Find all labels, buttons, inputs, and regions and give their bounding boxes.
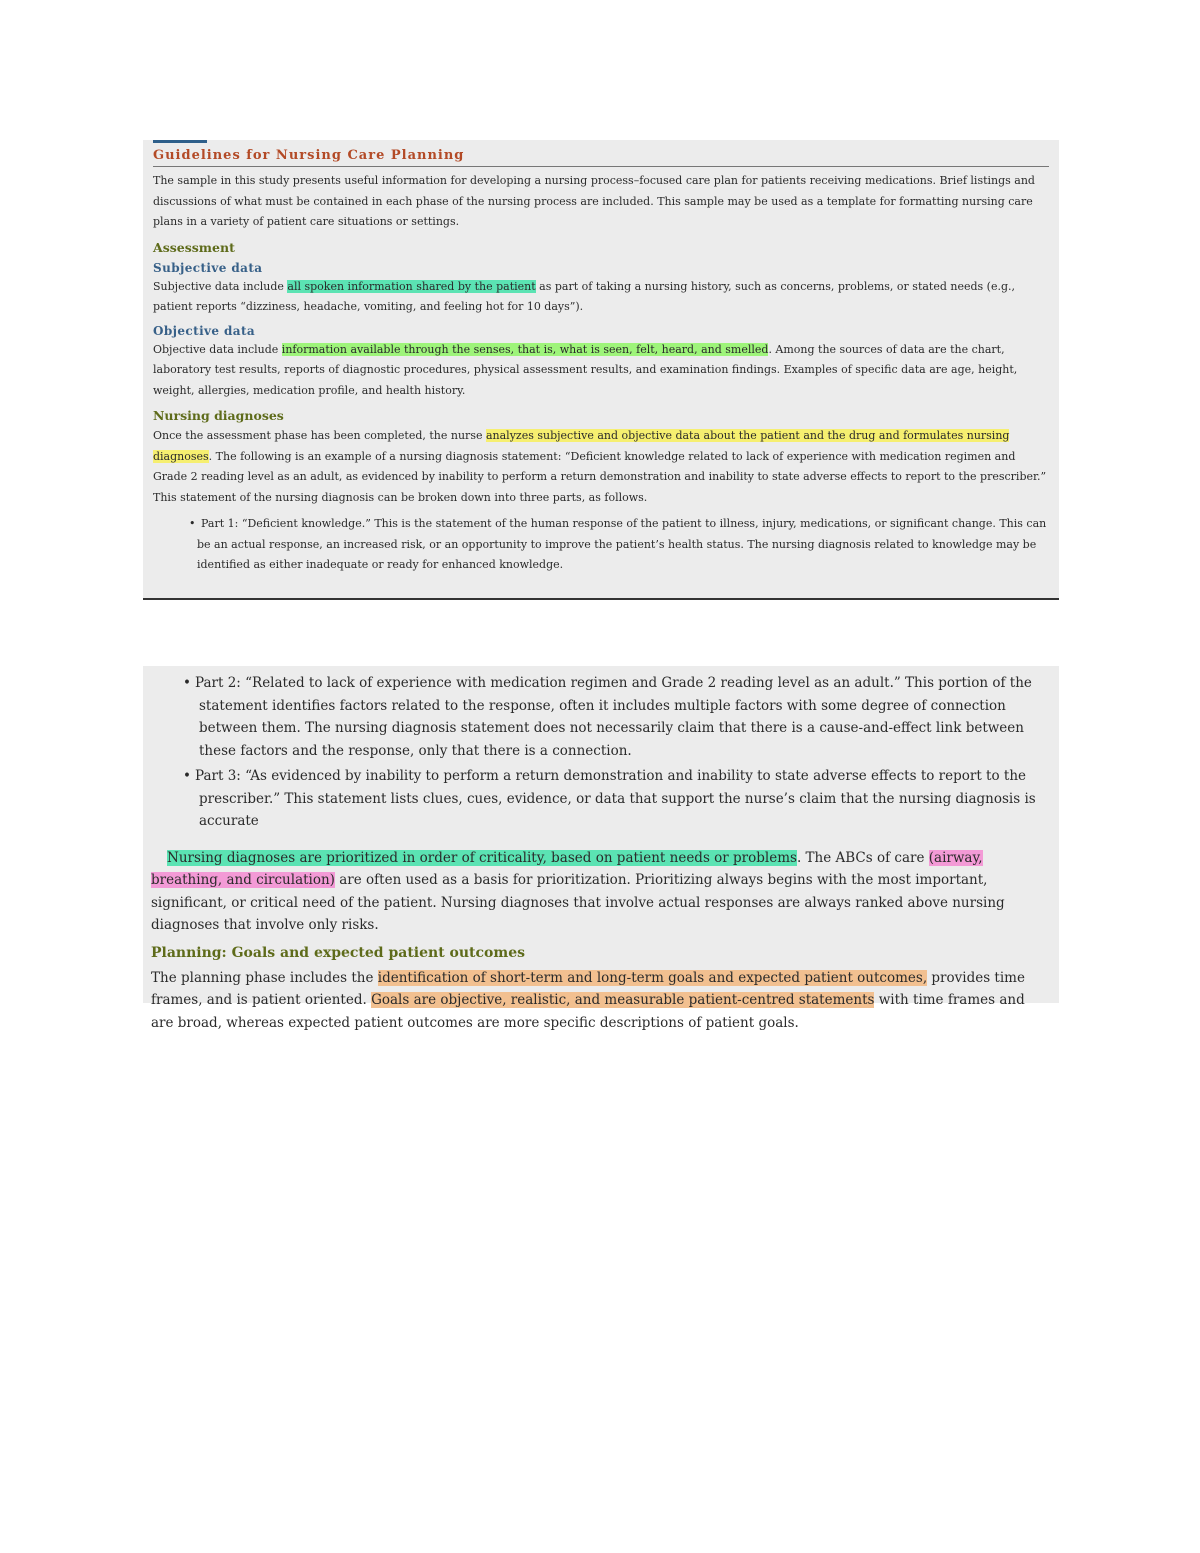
document-title: Guidelines for Nursing Care Planning	[153, 148, 1049, 167]
bullet-marker: •	[183, 768, 191, 784]
planning-post: with time frames and are broad, whereas expected patient outcomes are more specific descriptions of patient goals.	[151, 992, 1025, 1031]
planning-pre: The planning phase includes the	[151, 969, 378, 986]
title-accent-bar	[153, 140, 207, 143]
objective-data-paragraph	[153, 340, 1049, 402]
subjective-highlight: all spoken information shared by the patient	[287, 279, 536, 293]
planning-paragraph	[151, 967, 1051, 1035]
intro-paragraph: The sample in this study presents useful information for developing a nursing process–focused care plan for patients receiving medications. Brief listings and discussions of what must be contained in each phase of the nursing process are included. This sample may be used as a template for formatting nursing care plans in a variety of patient care situations or settings.	[153, 174, 1035, 228]
abc-highlight: (airway, breathing, and circulation)	[151, 849, 983, 888]
diagnoses-pre: Once the assessment phase has been completed, the nurse	[153, 429, 486, 442]
part1-list-item	[153, 514, 1049, 576]
bullet-marker: •	[183, 675, 191, 691]
assessment-heading: Assessment	[153, 239, 235, 255]
part1-text: Part 1: “Deficient knowledge.” This is the statement of the human response of the patient to illness, injury, medications, or significant change. This can be an actual response, an increased risk, or an opportunity to improve the patient’s health status. The nursing diagnosis related to knowledge may be identified as either inadequate or ready for enhanced knowledge.	[197, 517, 1047, 571]
prioritize-mid: . The ABCs of care	[796, 849, 929, 866]
part2-text: Part 2: “Related to lack of experience with medication regimen and Grade 2 reading level as an adult.” This portion of the statement identifies factors related to the response, often it includes multiple factors with some degree of connection between them. The nursing diagnosis statement does not necessarily claim that there is a cause-and-effect link between these factors and the response, only that there is a connection.	[195, 675, 1032, 759]
prioritize-paragraph	[151, 847, 1051, 937]
planning-highlight-objective: Goals are objective, realistic, and measurable patient-centred statements	[371, 992, 875, 1008]
nursing-diagnoses-heading: Nursing diagnoses	[153, 408, 284, 423]
diagnoses-post: . The following is an example of a nursing diagnosis statement: “Deficient knowledge related to lack of experience with medication regimen and Grade 2 reading level as an adult, as evidenced by inability to perform a return demonstration and inability to state adverse effects to report to the prescriber.” This statement of the nursing diagnosis can be broken down into three parts, as follows.	[153, 449, 1047, 504]
subjective-data-heading: Subjective data	[153, 260, 263, 275]
planning-highlight-goals: identification of short-term and long-term goals and expected patient outcomes,	[377, 969, 928, 986]
prioritize-highlight: Nursing diagnoses are prioritized in order of criticality, based on patient needs or problems	[167, 849, 797, 866]
objective-data-heading: Objective data	[153, 323, 256, 338]
objective-pre: Objective data include	[153, 342, 282, 356]
excerpt-panel-bottom	[143, 666, 1059, 1031]
nursing-diagnoses-paragraph	[153, 426, 1049, 508]
bullet-marker: •	[189, 517, 196, 530]
part3-text: Part 3: “As evidenced by inability to perform a return demonstration and inability to state adverse effects to report to the prescriber.” This statement lists clues, cues, evidence, or data that support the nurse’s claim that the nursing diagnosis is accurate	[195, 768, 1036, 829]
objective-highlight: information available through the senses, that is, what is seen, felt, heard, and smelled	[281, 342, 769, 356]
objective-post: . Among the sources of data are the chart, laboratory test results, reports of diagnostic procedures, physical assessment results, and examination findings. Examples of specific data are age, height, weight, allergies, medication profile, and health history.	[153, 342, 1018, 397]
excerpt-panel-top	[143, 140, 1059, 600]
subjective-data-paragraph	[153, 277, 1049, 318]
prioritize-post: are often used as a basis for prioritization. Prioritizing always begins with the most important, significant, or critical need of the patient. Nursing diagnoses that involve actual responses are always ranked above nursing diagnoses that involve only risks.	[151, 872, 1005, 933]
subjective-pre: Subjective data include	[153, 279, 288, 293]
subjective-post: as part of taking a nursing history, such as concerns, problems, or stated needs (e.g., patient reports “dizziness, headache, vomiting, and feeling hot for 10 days”).	[153, 279, 1016, 313]
planning-heading: Planning: Goals and expected patient outcomes	[151, 944, 525, 961]
diagnoses-highlight: analyzes subjective and objective data about the patient and the drug and formulates nursing diagnoses	[153, 429, 1010, 463]
planning-mid: provides time frames, and is patient oriented.	[151, 969, 1025, 1008]
part3-list-item	[151, 765, 1051, 833]
part2-list-item	[151, 672, 1051, 762]
